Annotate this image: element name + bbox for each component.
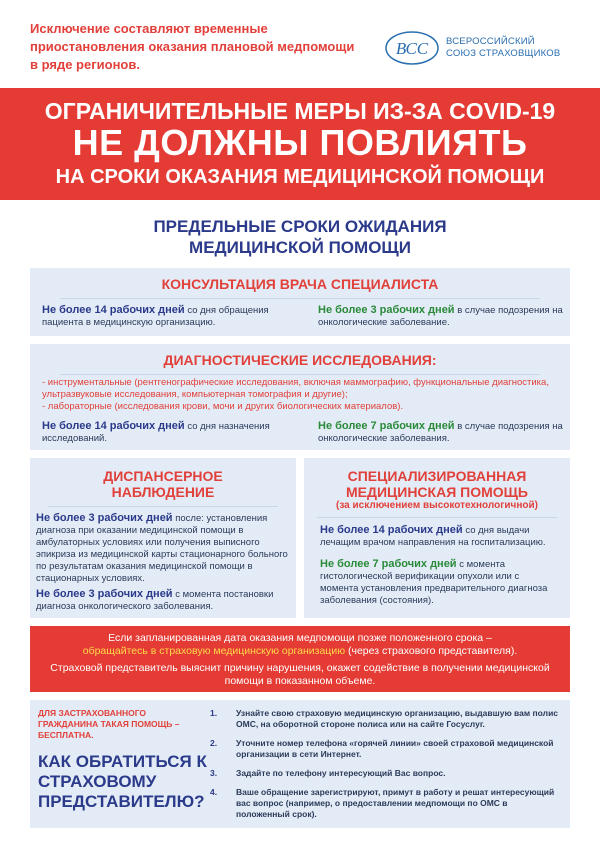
hero-line2: НЕ ДОЛЖНЫ ПОВЛИЯТЬ <box>72 122 528 163</box>
consultation-right-text: в случае подозрения на онкологические заболевание. <box>318 305 563 328</box>
specialized-title-line1: СПЕЦИАЛИЗИРОВАННАЯ <box>347 468 527 484</box>
alert-banner <box>30 626 570 692</box>
vss-logo <box>384 30 584 70</box>
dispensary-title <box>48 468 278 507</box>
specialized-block1 <box>320 524 560 549</box>
consultation-left <box>42 304 292 329</box>
specialized-title <box>317 468 557 500</box>
diagnostics-item2: - лабораторные (исследования крови, мочи и других биологических материалов). <box>42 401 404 412</box>
section-title-line2: МЕДИЦИНСКОЙ ПОМОЩИ <box>189 238 411 257</box>
step-item: 4. Ваше обращение зарегистрируют, примут в работу и решат интересующий вас вопрос (например, о предоставлении медпомощи по ОМС в положенный срок). <box>210 787 555 819</box>
logo-line2: СОЮЗ СТРАХОВЩИКОВ <box>446 48 561 59</box>
hero-line3: НА СРОКИ ОКАЗАНИЯ МЕДИЦИНСКОЙ ПОМОЩИ <box>55 166 545 188</box>
diagnostics-title: ДИАГНОСТИЧЕСКИЕ ИССЛЕДОВАНИЯ: <box>60 352 540 375</box>
vss-logo-mark-icon <box>384 30 440 66</box>
diagnostics-item1: - инструментальные (рентгенографические исследования, включая маммографию, функциональные диагностика, ультразвуковые исследования, компьютерная томография и другие); <box>42 377 549 400</box>
dispensary-panel <box>30 458 296 618</box>
specialized-panel <box>304 458 570 618</box>
consultation-right <box>318 304 563 329</box>
dispensary-title-line1: ДИСПАНСЕРНОЕ <box>103 468 223 484</box>
step-item: 3. Задайте по телефону интересующий Вас вопрос. <box>210 768 446 778</box>
alert-highlight: обращайтесь в страховую медицинскую организацию <box>82 645 346 657</box>
diagnostics-right <box>318 420 563 445</box>
contact-panel <box>30 700 570 828</box>
diagnostics-left-text: со дня назначения исследований. <box>42 421 270 444</box>
dispensary-b1-text: после: установления диагноза при оказании медицинской помощи в амбулаторных условиях или получения выписного эпикриза из медицинской карты стационарного больного по результатам оказания медицинской помощи в стационарных условиях. <box>36 513 288 584</box>
consultation-right-bold: Не более 3 рабочих дней <box>318 304 455 316</box>
free-note: ДЛЯ ЗАСТРАХОВАННОГО ГРАЖДАНИНА ТАКАЯ ПОМОЩЬ – БЕСПЛАТНА. <box>38 708 180 740</box>
hero-banner <box>0 88 600 200</box>
diagnostics-right-text: в случае подозрения на онкологические заболевания. <box>318 421 563 444</box>
consultation-left-bold: Не более 14 рабочих дней <box>42 304 185 316</box>
top-note: Исключение составляют временные приостановления оказания плановой медпомощи в ряде регионов. <box>30 21 355 72</box>
hero-line1: ОГРАНИЧИТЕЛЬНЫЕ МЕРЫ ИЗ-ЗА COVID-19 <box>44 98 556 124</box>
alert-line1: Если запланированная дата оказания медпомощи позже положенного срока – <box>108 632 492 644</box>
specialized-block2 <box>320 558 560 607</box>
diagnostics-right-bold: Не более 7 рабочих дней <box>318 420 455 432</box>
diagnostics-left-bold: Не более 14 рабочих дней <box>42 420 185 432</box>
logo-monogram: ВСС <box>395 39 429 58</box>
consultation-panel <box>30 268 570 336</box>
alert-line2 <box>40 645 560 658</box>
dispensary-title-line2: НАБЛЮДЕНИЕ <box>111 484 215 500</box>
how-to-contact-title: КАК ОБРАТИТЬСЯ К СТРАХОВОМУ ПРЕДСТАВИТЕЛЮ? <box>38 752 207 811</box>
section-title-line1: ПРЕДЕЛЬНЫЕ СРОКИ ОЖИДАНИЯ <box>153 217 447 236</box>
step-item: 1. Узнайте свою страховую медицинскую организацию, выдавшую вам полис ОМС, на оборотной стороне полиса или на сайте Госуслуг. <box>210 708 559 729</box>
dispensary-block1 <box>36 512 290 585</box>
specialized-b2-bold: Не более 7 рабочих дней <box>320 558 457 570</box>
consultation-title: КОНСУЛЬТАЦИЯ ВРАЧА СПЕЦИАЛИСТА <box>60 276 540 299</box>
alert-line3: Страховой представитель выяснит причину нарушения, окажет содействие в получении медицинской помощи в показанном объеме. <box>50 662 550 687</box>
specialized-b1-bold: Не более 14 рабочих дней <box>320 524 463 536</box>
specialized-title-line2: МЕДИЦИНСКАЯ ПОМОЩЬ <box>346 484 528 500</box>
dispensary-b1-bold: Не более 3 рабочих дней <box>36 512 173 524</box>
specialized-subtitle: (за исключением высокотехнологичной) <box>317 500 557 518</box>
dispensary-block2 <box>36 588 290 613</box>
section-title <box>0 216 600 258</box>
steps-list <box>210 708 560 828</box>
diagnostics-left <box>42 420 292 445</box>
specialized-b2-text: с момента гистологической верификации опухоли или с момента установления предварительного диагноза заболевания (состояния). <box>320 559 548 606</box>
diagnostics-panel <box>30 344 570 450</box>
consultation-left-text: со дня обращения пациента в медицинскую организацию. <box>42 305 269 328</box>
specialized-b1-text: со дня выдачи лечащим врачом направления на госпитализацию. <box>320 525 546 548</box>
step-item: 2. Уточните номер телефона «горячей линии» своей страховой медицинской организации в сети Интернет. <box>210 738 554 759</box>
alert-line2-rest: (через страхового представителя). <box>348 645 518 657</box>
logo-line1: ВСЕРОССИЙСКИЙ <box>446 36 535 47</box>
dispensary-b2-text: с момента постановки диагноза онкологического заболевания. <box>36 589 274 612</box>
dispensary-b2-bold: Не более 3 рабочих дней <box>36 588 173 600</box>
